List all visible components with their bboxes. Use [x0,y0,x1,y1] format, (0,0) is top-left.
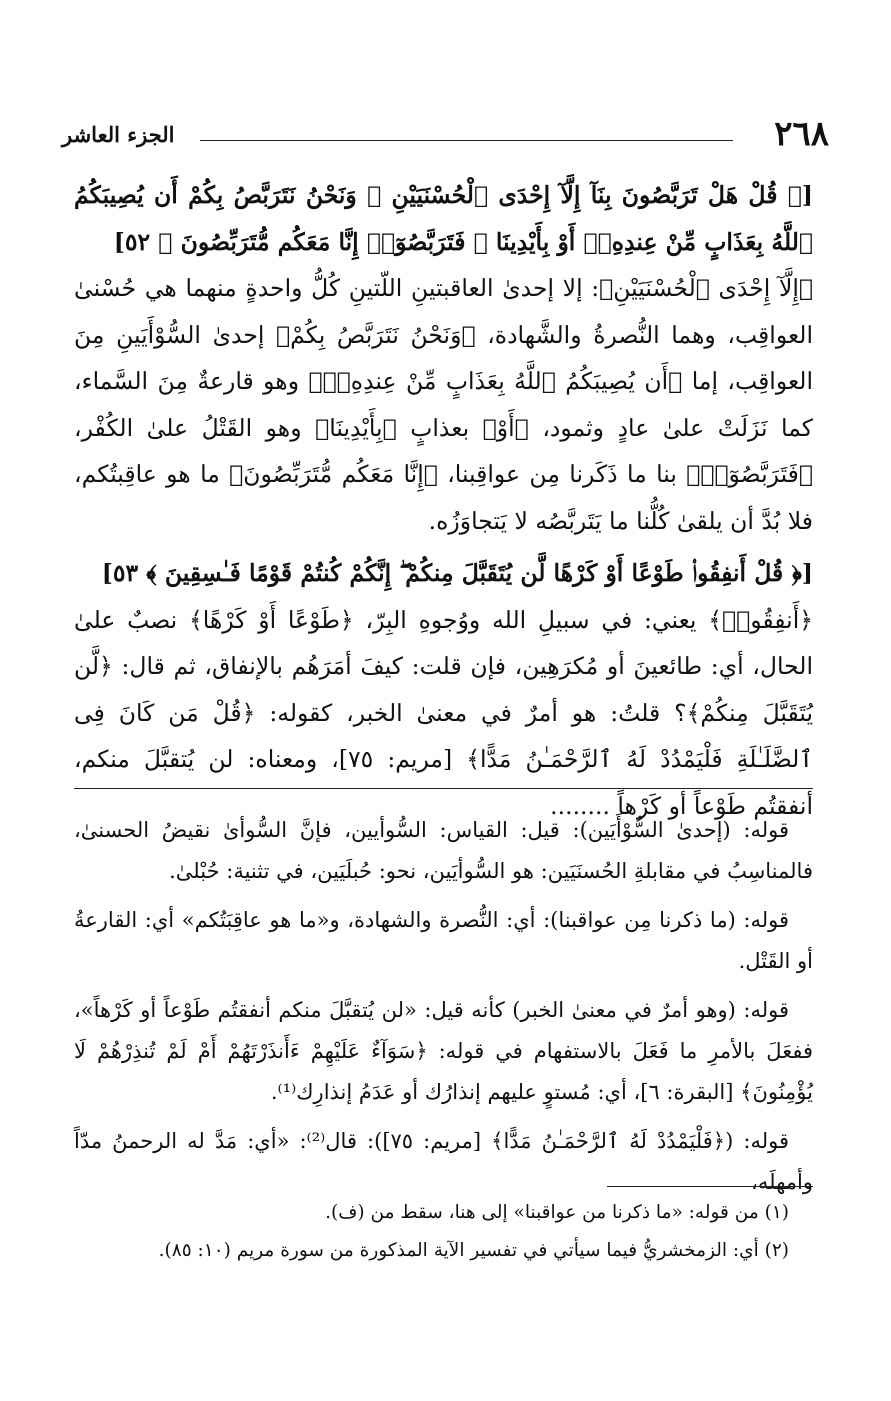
page-header [62,112,829,162]
page-number: ٢٦٨ [774,114,829,154]
tafsir-52: ﴿إِلَّآ إِحْدَى ٱلْحُسْنَيَيْنِ﴾: إلا إحدىٰ العاقبتينِ اللّتينِ كُلُّ واحدةٍ منهما هي حُسْنىٰ العواقِب، وهما النُّصرةُ والشَّهادة، ﴿وَنَحْنُ نَتَرَبَّصُ بِكُمْ﴾ إحدىٰ السُّوْأَيَينِ مِنَ العواقِب، إما ﴿أَن يُصِيبَكُمُ ٱللَّهُ بِعَذَابٍ مِّنْ عِندِهِۦٓ﴾ وهو قارعةٌ مِنَ السَّماء، كما نَزَلَتْ علىٰ عادٍ وثمود، ﴿أَوْ﴾ بعذابٍ ﴿بِأَيْدِينَا﴾ وهو القَتْلُ علىٰ الكُفْر، ﴿فَتَرَبَّصُوٓا۟﴾ بنا ما ذَكَرنا مِن عواقِبنا، ﴿إِنَّا مَعَكُم مُّتَرَبِّصُونَ﴾ ما هو عاقِبتُكم، فلا بُدَّ أن يلقىٰ كُلُّنا ما يَتَربَّصُه لا يَتجاوَزُه. [74,274,813,535]
header-rule [200,140,733,141]
commentary-divider [74,788,813,789]
footnotes [74,1196,813,1272]
commentary-paragraph: قوله: (إحدىٰ السُّوْأَيَين): قيل: القياس: السُّوأيين، فإنَّ السُّوأىٰ نقيضُ الحسنىٰ، فالمناسِبُ في مقابلةِ الحُسنَيَين: هو السُّوأيَين، نحو: حُبلَيَين، في تثنية: حُبْلىٰ. [74,818,813,883]
verse-52: [﴿ قُلْ هَلْ تَرَبَّصُونَ بِنَآ إِلَّآ إِحْدَى ٱلْحُسْنَيَيْنِ ۖ وَنَحْنُ نَتَرَبَّصُ بِكُمْ أَن يُصِيبَكُمُ ٱللَّهُ بِعَذَابٍ مِّنْ عِندِهِۦٓ أَوْ بِأَيْدِينَا ۖ فَتَرَبَّصُوٓا۟ إِنَّا مَعَكُم مُّتَرَبِّصُونَ ﴾ ٥٢] [74,181,813,256]
commentary-paragraph: قوله: (ما ذكرنا مِن عواقبنا): أي: النُّصرة والشهادة، و«ما هو عاقِبَتُكم» أي: القارعةُ أو القَتْل. [74,908,813,973]
footnote-1: (١) من قوله: «ما ذكرنا من عواقبنا» إلى هنا، سقط من (ف). [325,1202,789,1223]
footnote-rule [607,1186,813,1187]
commentary [74,810,813,1211]
verse-53: [﴿ قُلْ أَنفِقُوا۟ طَوْعًا أَوْ كَرْهًا لَّن يُتَقَبَّلَ مِنكُمْ ۖ إِنَّكُمْ كُنتُمْ قَوْمًا فَـٰسِقِينَ ﴾ ٥٣] [101,559,813,587]
main-text [74,166,813,829]
tafsir-53: ﴿أَنفِقُوا۟﴾ يعني: في سبيلِ الله ووُجوهِ البِرّ، ﴿طَوْعًا أَوْ كَرْهًا﴾ نصبٌ علىٰ الحال، أي: طائعينَ أو مُكرَهِين، فإن قلت: كيفَ أمَرَهُم بالإنفاق، ثم قال: ﴿لَّن يُتَقَبَّلَ مِنكُمْ﴾؟ قلتُ: هو أمرٌ في معنىٰ الخبر، كقوله: ﴿قُلْ مَن كَانَ فِى ٱلضَّلَـٰلَةِ فَلْيَمْدُدْ لَهُ ٱلرَّحْمَـٰنُ مَدًّا﴾ [مريم: ٧٥]، ومعناه: لن يُتقبَّلَ منكم، أنفقتُم طَوْعاً أو كَرْهاً ........ [74,605,814,820]
running-title: الجزء العاشر [62,122,175,147]
commentary-paragraph: قوله: (وهو أمرٌ في معنىٰ الخبر) كأنه قيل: «لن يُتقبَّلَ منكم أنفقتُم طَوْعاً أو كَرْهاً»، ففعَلَ بالأمرِ ما فَعَلَ بالاستفهام في قوله: ﴿سَوَآءٌ عَلَيْهِمْ ءَأَنذَرْتَهُمْ أَمْ لَمْ تُنذِرْهُمْ لَا يُؤْمِنُونَ﴾ [البقرة: ٦]، أي: مُستوٍ عليهم إنذارُك أو عَدَمُ إنذارِك⁽¹⁾. [74,998,813,1104]
footnote-2: (٢) أي: الزمخشريُّ فيما سيأتي في تفسير الآية المذكورة من سورة مريم (١٠: ٨٥). [158,1240,789,1261]
commentary-paragraph: قوله: (﴿فَلْيَمْدُدْ لَهُ ٱلرَّحْمَـٰنُ مَدًّا﴾ [مريم: ٧٥]): قال⁽²⁾: «أي: مَدَّ له الرحمنُ مدّاً وأمهلَه، [74,1129,813,1194]
